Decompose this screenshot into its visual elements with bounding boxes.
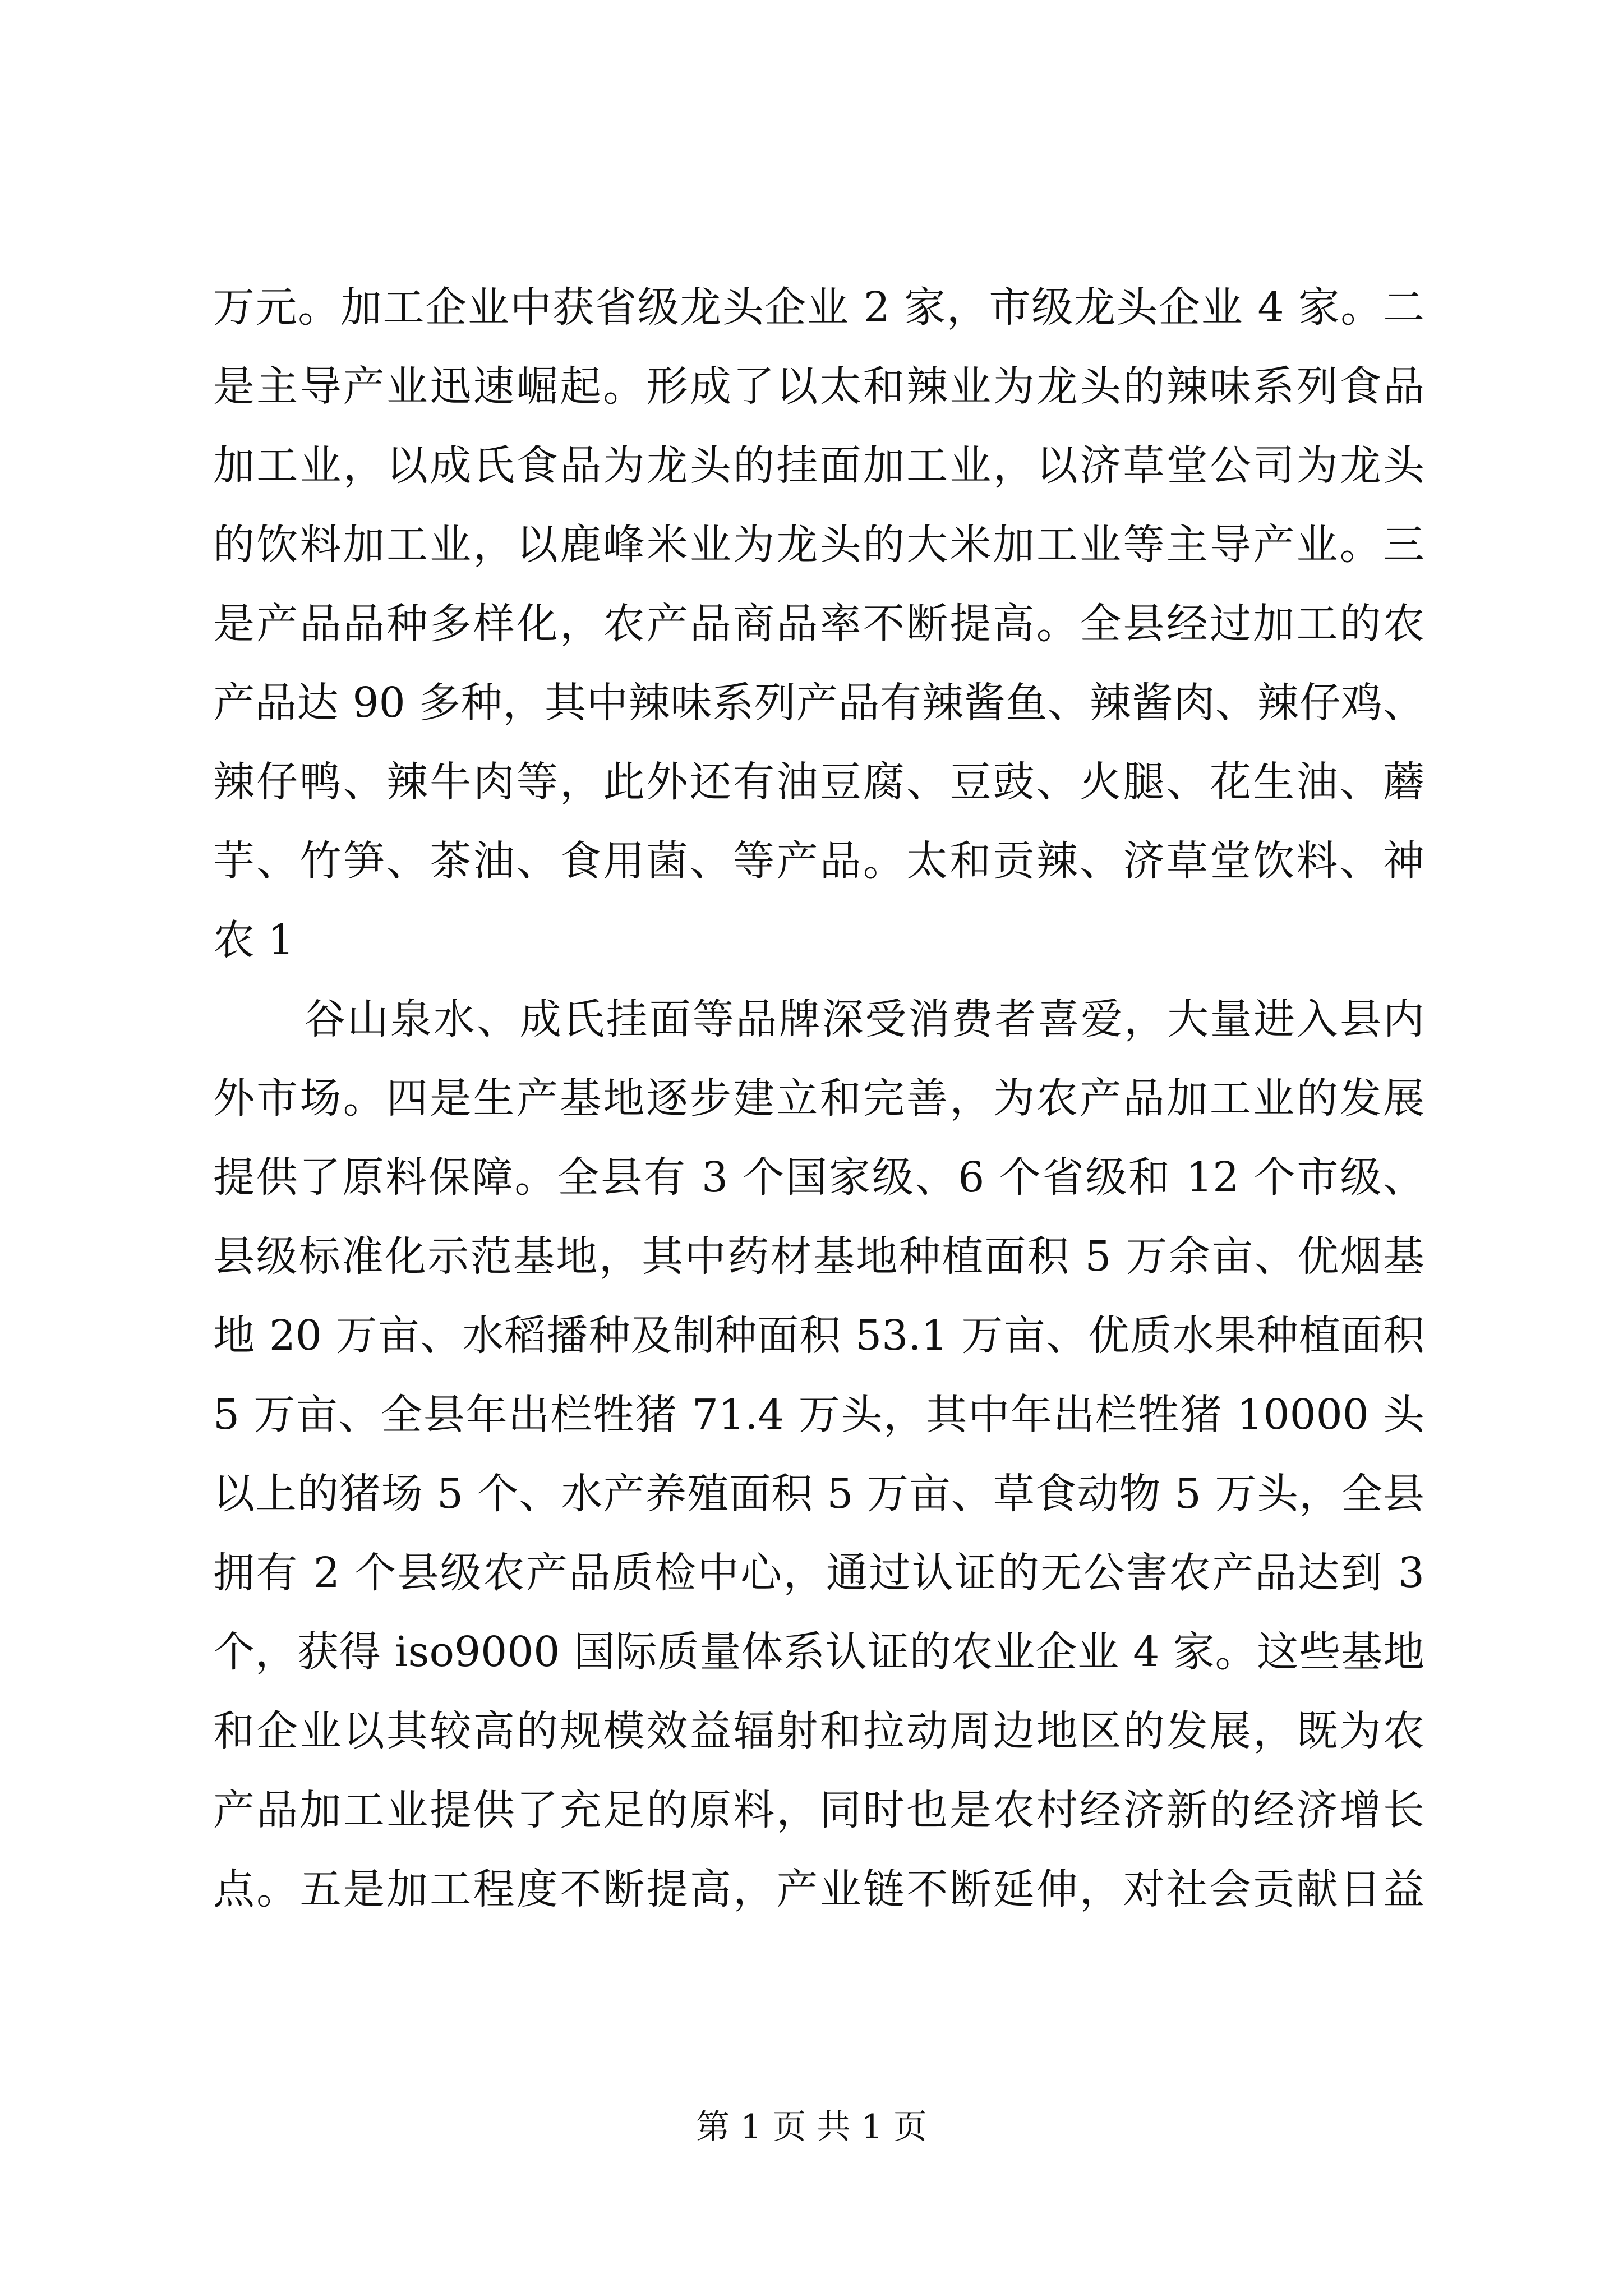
text-line: 是产品品种多样化，农产品商品率不断提高。全县经过加工的农	[213, 600, 1424, 648]
text-line: 农 1	[213, 916, 294, 964]
text-line: 以上的猪场 5 个、水产养殖面积 5 万亩、草食动物 5 万头，全县	[213, 1470, 1424, 1518]
page-number: 第 1 页 共 1 页	[696, 2108, 927, 2147]
text-line: 县级标准化示范基地，其中药材基地种植面积 5 万余亩、优烟基	[213, 1232, 1424, 1281]
text-line: 拥有 2 个县级农产品质检中心，通过认证的无公害农产品达到 3	[213, 1549, 1424, 1597]
text-line: 的饮料加工业，以鹿峰米业为龙头的大米加工业等主导产业。三	[213, 521, 1424, 569]
text-line: 和企业以其较高的规模效益辐射和拉动周边地区的发展，既为农	[213, 1707, 1424, 1755]
text-line: 加工业，以成氏食品为龙头的挂面加工业，以济草堂公司为龙头	[213, 441, 1424, 490]
text-line: 个，获得 iso9000 国际质量体系认证的农业企业 4 家。这些基地	[213, 1628, 1424, 1676]
text-line: 点。五是加工程度不断提高，产业链不断延伸，对社会贡献日益	[213, 1865, 1424, 1913]
body-text	[213, 268, 1424, 1929]
text-line: 提供了原料保障。全县有 3 个国家级、6 个省级和 12 个市级、	[213, 1153, 1424, 1202]
text-line: 地 20 万亩、水稻播种及制种面积 53.1 万亩、优质水果种植面积	[213, 1312, 1424, 1360]
text-line: 是主导产业迅速崛起。形成了以太和辣业为龙头的辣味系列食品	[213, 362, 1424, 411]
text-line: 辣仔鸭、辣牛肉等，此外还有油豆腐、豆豉、火腿、花生油、蘑	[213, 758, 1424, 806]
text-line: 芋、竹笋、茶油、食用菌、等产品。太和贡辣、济草堂饮料、神	[213, 837, 1424, 885]
text-line: 外市场。四是生产基地逐步建立和完善，为农产品加工业的发展	[213, 1074, 1424, 1122]
text-line: 万元。加工企业中获省级龙头企业 2 家，市级龙头企业 4 家。二	[213, 283, 1424, 332]
text-line: 产品达 90 多种，其中辣味系列产品有辣酱鱼、辣酱肉、辣仔鸡、	[213, 679, 1424, 727]
text-line: 产品加工业提供了充足的原料，同时也是农村经济新的经济增长	[213, 1786, 1424, 1834]
text-line: 5 万亩、全县年出栏牲猪 71.4 万头，其中年出栏牲猪 10000 头	[213, 1391, 1424, 1439]
paragraph-first-line: 谷山泉水、成氏挂面等品牌深受消费者喜爱，大量进入县内	[304, 995, 1424, 1043]
